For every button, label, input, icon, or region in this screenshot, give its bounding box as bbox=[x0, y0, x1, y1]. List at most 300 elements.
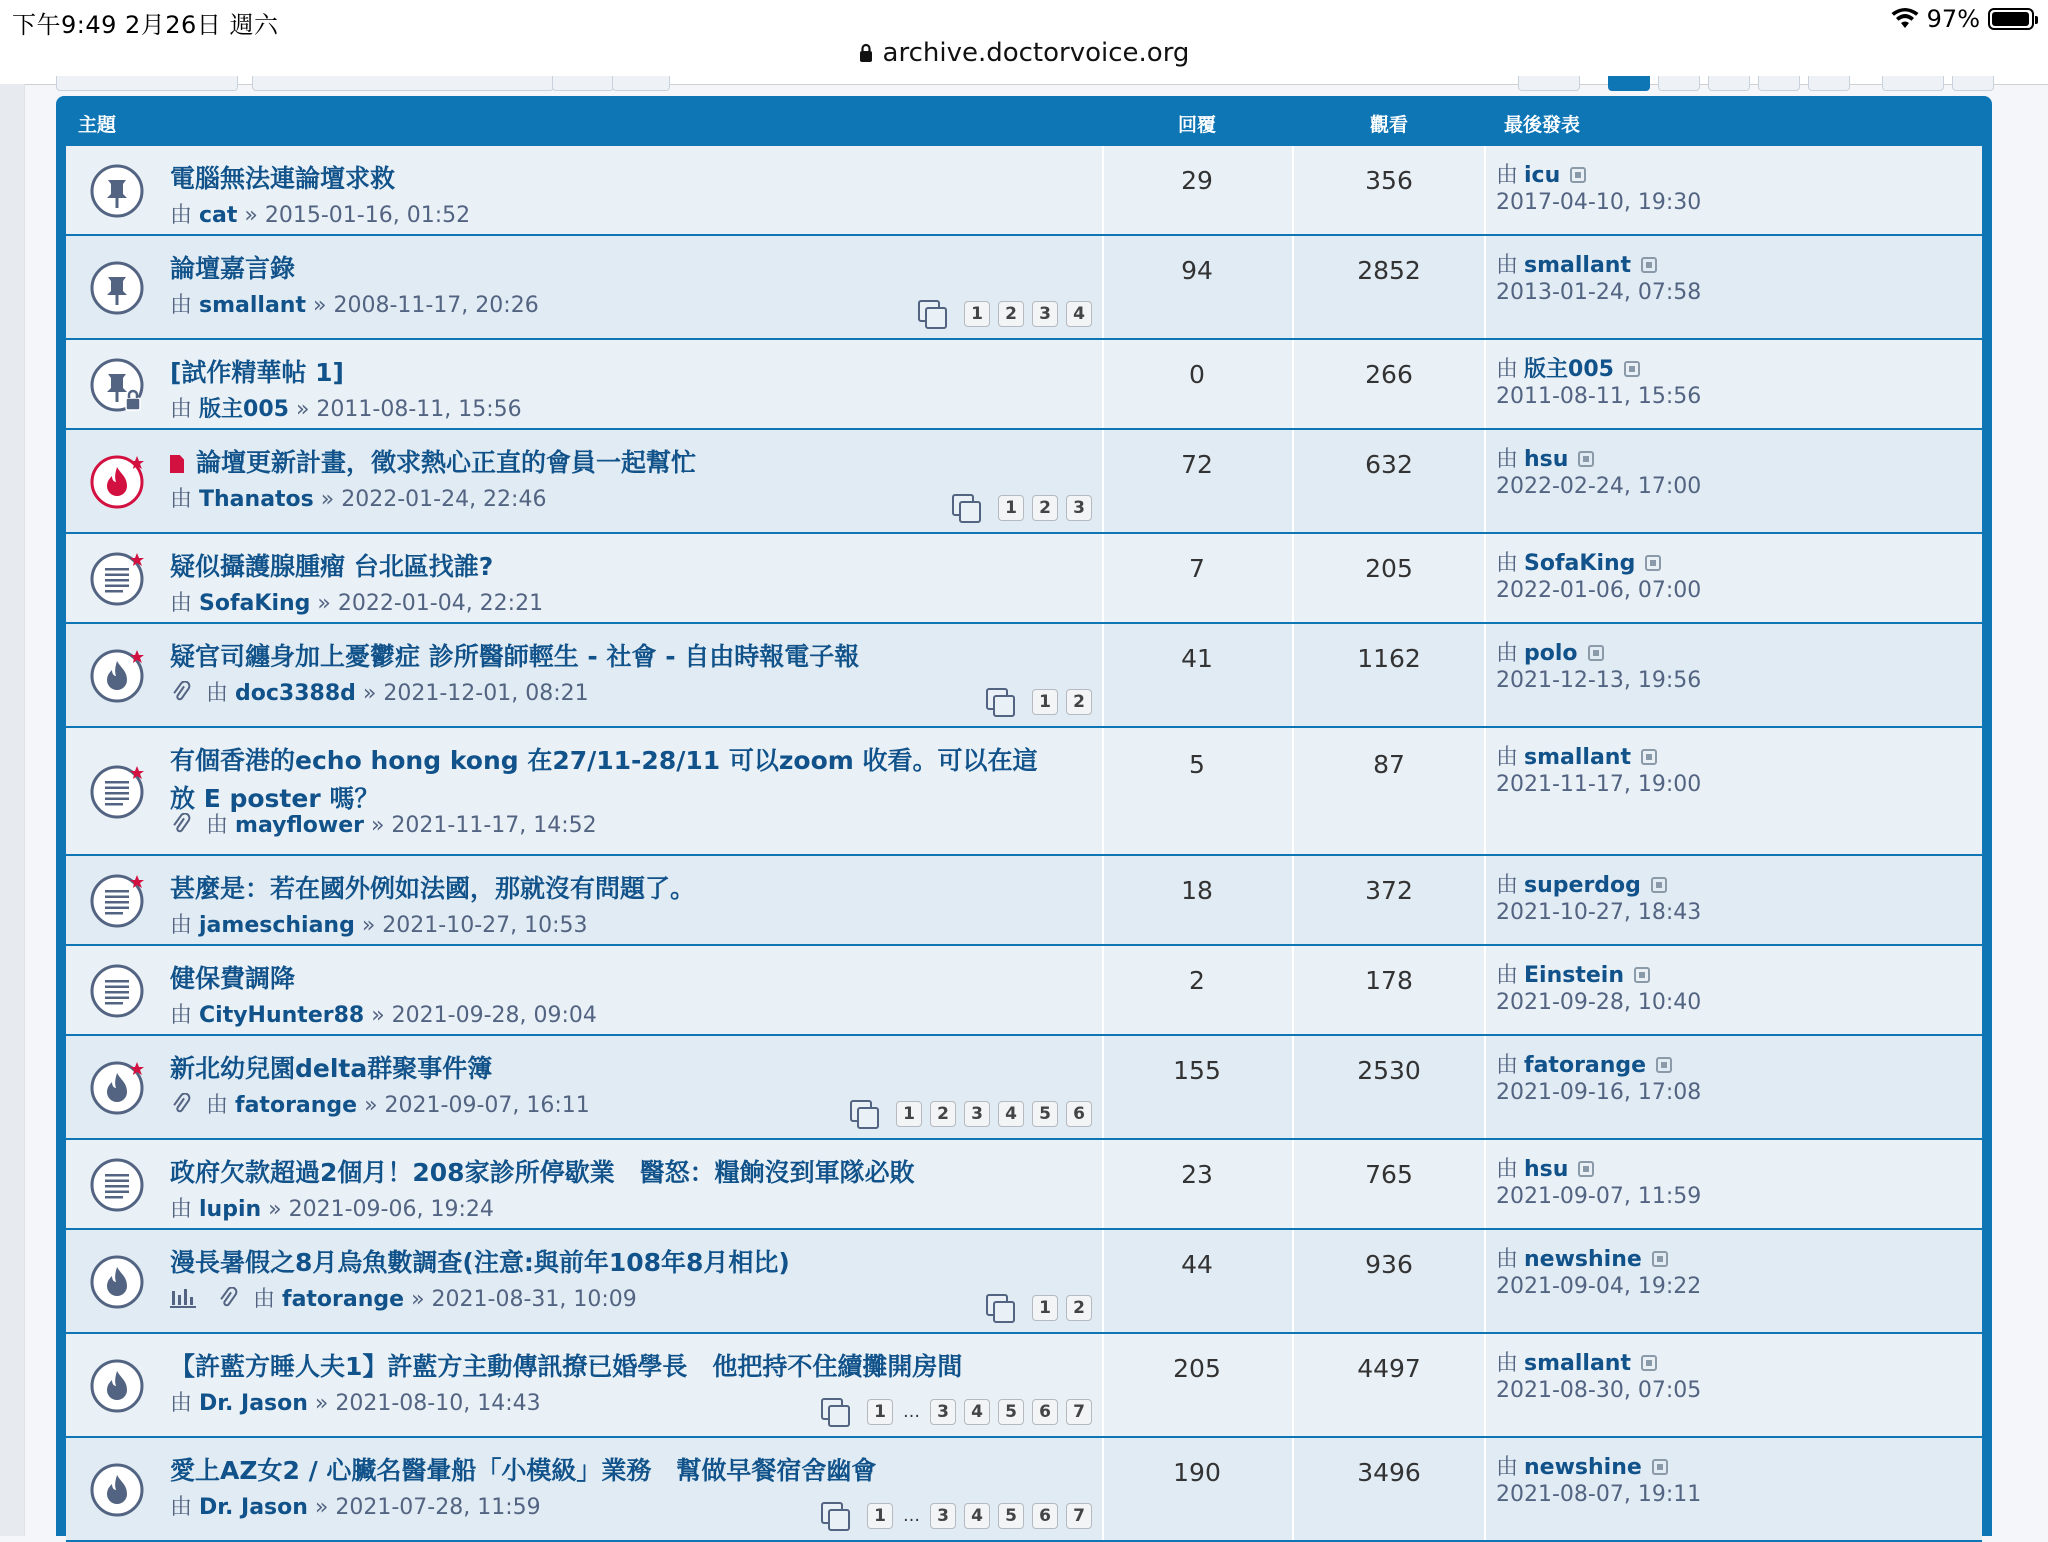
page-link[interactable]: 3 bbox=[1032, 301, 1058, 327]
search-button-edge[interactable] bbox=[552, 76, 614, 91]
last-post-user-link[interactable]: smallant bbox=[1524, 745, 1631, 770]
pagination-edge[interactable] bbox=[1658, 76, 1700, 91]
last-post-author bbox=[1496, 1152, 1594, 1183]
replies-count: 5 bbox=[1189, 750, 1205, 779]
page-link[interactable]: 6 bbox=[1032, 1503, 1058, 1529]
last-post-cell bbox=[1486, 146, 1982, 234]
hot-unread-red-icon bbox=[88, 453, 146, 511]
topic-title-link[interactable]: 新北幼兒園delta群聚事件簿 bbox=[170, 1054, 493, 1083]
replies-cell bbox=[1102, 534, 1294, 622]
topic-date: » 2008-11-17, 20:26 bbox=[313, 293, 539, 318]
by-label: 由 bbox=[1496, 1455, 1519, 1480]
status-time-date: 下午9:49 2月26日 週六 bbox=[12, 11, 279, 39]
topic-title-link[interactable]: [試作精華帖 1] bbox=[170, 358, 344, 387]
last-post-author bbox=[1496, 1450, 1668, 1481]
views-count: 936 bbox=[1365, 1250, 1413, 1279]
goto-last-post-icon[interactable] bbox=[1588, 645, 1604, 661]
topic-author-link[interactable]: Dr. Jason bbox=[199, 1495, 308, 1520]
by-label: 由 bbox=[1496, 963, 1519, 988]
page-link[interactable]: 6 bbox=[1032, 1399, 1058, 1425]
topic-cell bbox=[66, 340, 1104, 428]
topic-row[interactable] bbox=[66, 1438, 1982, 1542]
replies-count: 0 bbox=[1189, 360, 1205, 389]
last-post-date: 2022-01-06, 07:00 bbox=[1496, 578, 1702, 603]
topic-row[interactable] bbox=[66, 1036, 1982, 1140]
replies-cell bbox=[1102, 1140, 1294, 1228]
last-post-date: 2021-08-07, 19:11 bbox=[1496, 1482, 1702, 1507]
topic-title-link[interactable]: 愛上AZ女2 / 心臟名醫暈船「小模級」業務 幫做早餐宿舍幽會 bbox=[170, 1456, 877, 1485]
topic-author-link[interactable]: 版主005 bbox=[199, 397, 289, 422]
last-post-date: 2021-08-30, 07:05 bbox=[1496, 1378, 1702, 1403]
topic-read-icon bbox=[88, 1156, 146, 1214]
views-cell bbox=[1294, 728, 1486, 854]
topic-row[interactable] bbox=[66, 728, 1982, 856]
last-post-author bbox=[1496, 740, 1657, 771]
replies-cell bbox=[1102, 624, 1294, 726]
status-indicators bbox=[1891, 5, 2034, 33]
pagination-ellipsis: … bbox=[903, 1506, 920, 1526]
last-post-user-link[interactable]: smallant bbox=[1524, 253, 1631, 278]
hot-read-icon bbox=[88, 1461, 146, 1519]
last-post-user-link[interactable]: hsu bbox=[1524, 447, 1569, 472]
topic-title-wrap bbox=[170, 870, 1052, 908]
by-label: 由 bbox=[170, 293, 193, 318]
views-cell bbox=[1294, 534, 1486, 622]
topic-author-link[interactable]: fatorange bbox=[235, 1093, 358, 1118]
page-link[interactable]: 7 bbox=[1066, 1503, 1092, 1529]
topic-date: » 2021-08-31, 10:09 bbox=[411, 1287, 637, 1312]
topic-meta bbox=[170, 482, 546, 513]
page-link[interactable]: 3 bbox=[1066, 495, 1092, 521]
pages-icon bbox=[821, 1398, 849, 1426]
goto-last-post-icon[interactable] bbox=[1578, 1161, 1594, 1177]
by-label: 由 bbox=[170, 1495, 193, 1520]
hot-unread-icon bbox=[88, 647, 146, 705]
replies-count: 29 bbox=[1181, 166, 1213, 195]
topic-cell bbox=[66, 1140, 1104, 1228]
replies-count: 155 bbox=[1173, 1056, 1221, 1085]
sticky-icon bbox=[88, 259, 146, 317]
views-cell bbox=[1294, 236, 1486, 338]
topic-author-link[interactable]: cat bbox=[199, 203, 238, 228]
hot-unread-icon bbox=[88, 1059, 146, 1117]
pagination-ellipsis: … bbox=[903, 1402, 920, 1422]
views-cell bbox=[1294, 340, 1486, 428]
by-label: 由 bbox=[170, 203, 193, 228]
topic-date: » 2015-01-16, 01:52 bbox=[244, 203, 471, 228]
views-cell bbox=[1294, 1140, 1486, 1228]
topic-row[interactable] bbox=[66, 856, 1982, 946]
last-post-author bbox=[1496, 352, 1640, 383]
topic-author-link[interactable]: CityHunter88 bbox=[199, 1003, 365, 1028]
by-label: 由 bbox=[1496, 641, 1519, 666]
replies-cell bbox=[1102, 946, 1294, 1034]
topic-date: » 2021-09-07, 16:11 bbox=[364, 1093, 590, 1118]
last-post-user-link[interactable]: hsu bbox=[1524, 1157, 1569, 1182]
views-cell bbox=[1294, 946, 1486, 1034]
topic-title-link[interactable]: 電腦無法連論壇求救 bbox=[170, 164, 396, 193]
topic-date: » 2021-08-10, 14:43 bbox=[314, 1391, 541, 1416]
topic-meta bbox=[170, 1088, 590, 1119]
replies-count: 41 bbox=[1181, 644, 1213, 673]
replies-cell bbox=[1102, 146, 1294, 234]
topic-cell bbox=[66, 146, 1104, 234]
topic-row[interactable] bbox=[66, 1140, 1982, 1230]
views-cell bbox=[1294, 430, 1486, 532]
topic-cell bbox=[66, 236, 1104, 338]
header-views: 觀看 bbox=[1370, 114, 1409, 136]
last-post-user-link[interactable]: SofaKing bbox=[1524, 551, 1636, 576]
last-post-user-link[interactable]: superdog bbox=[1524, 873, 1641, 898]
topic-author-link[interactable]: jameschiang bbox=[199, 913, 355, 938]
topic-row[interactable] bbox=[66, 430, 1982, 534]
by-label: 由 bbox=[1496, 1053, 1519, 1078]
replies-count: 190 bbox=[1173, 1458, 1221, 1487]
pagination-edge[interactable] bbox=[1882, 76, 1944, 91]
topic-author-link[interactable]: doc3388d bbox=[235, 681, 356, 706]
goto-last-post-icon[interactable] bbox=[1645, 555, 1661, 571]
last-post-user-link[interactable]: fatorange bbox=[1524, 1053, 1647, 1078]
last-post-cell bbox=[1486, 340, 1982, 428]
topic-row[interactable] bbox=[66, 1230, 1982, 1334]
topic-author-link[interactable]: mayflower bbox=[235, 813, 364, 838]
page-side-edge bbox=[0, 84, 25, 1536]
topic-title-link[interactable]: 論壇更新計畫，徵求熱心正直的會員一起幫忙 bbox=[196, 448, 697, 477]
by-label: 由 bbox=[170, 1197, 193, 1222]
last-post-cell bbox=[1486, 1140, 1982, 1228]
hot-read-icon bbox=[88, 1253, 146, 1311]
topic-meta bbox=[170, 676, 589, 707]
topic-title-link[interactable]: 甚麼是：若在國外例如法國，那就沒有問題了。 bbox=[170, 874, 696, 903]
topic-title-wrap bbox=[170, 444, 1052, 482]
by-label: 由 bbox=[1496, 357, 1519, 382]
topic-row[interactable] bbox=[66, 534, 1982, 624]
views-count: 765 bbox=[1365, 1160, 1413, 1189]
views-count: 1162 bbox=[1357, 644, 1421, 673]
last-post-author bbox=[1496, 1346, 1657, 1377]
goto-last-post-icon[interactable] bbox=[1656, 1057, 1672, 1073]
topic-title-link[interactable]: 健保費調降 bbox=[170, 964, 296, 993]
topic-cell bbox=[66, 624, 1104, 726]
topic-date: » 2021-07-28, 11:59 bbox=[314, 1495, 541, 1520]
by-label: 由 bbox=[252, 1287, 275, 1312]
last-post-cell bbox=[1486, 946, 1982, 1034]
page-link[interactable]: 5 bbox=[998, 1503, 1024, 1529]
last-post-author bbox=[1496, 442, 1594, 473]
topic-meta bbox=[170, 1282, 637, 1313]
search-adv-button-edge[interactable] bbox=[612, 76, 670, 91]
last-post-cell bbox=[1486, 1438, 1982, 1540]
last-post-cell bbox=[1486, 1036, 1982, 1138]
topic-title-wrap bbox=[170, 960, 1052, 998]
topic-author-link[interactable]: SofaKing bbox=[199, 591, 311, 616]
topic-author-link[interactable]: smallant bbox=[199, 293, 306, 318]
page-link[interactable]: 3 bbox=[930, 1399, 956, 1425]
topic-title-link[interactable]: 【許藍方睡人夫1】許藍方主動傳訊撩已婚學長 他把持不住續攤開房間 bbox=[170, 1352, 963, 1381]
topic-title-link[interactable]: 政府欠款超過2個月！208家診所停歇業 醫怒：糧餉沒到軍隊必敗 bbox=[170, 1158, 915, 1187]
views-cell bbox=[1294, 1036, 1486, 1138]
views-count: 4497 bbox=[1357, 1354, 1421, 1383]
pages-icon bbox=[850, 1100, 878, 1128]
topic-title-wrap bbox=[170, 1154, 1052, 1192]
replies-count: 2 bbox=[1189, 966, 1205, 995]
topic-title-wrap bbox=[170, 742, 1052, 818]
page-link[interactable]: 5 bbox=[998, 1399, 1024, 1425]
last-post-author bbox=[1496, 1242, 1668, 1273]
topic-unread-icon bbox=[88, 872, 146, 930]
last-post-date: 2021-12-13, 19:56 bbox=[1496, 668, 1702, 693]
last-post-user-link[interactable]: icu bbox=[1524, 163, 1561, 188]
page-link[interactable]: 3 bbox=[930, 1503, 956, 1529]
page-link[interactable]: 1 bbox=[1032, 689, 1058, 715]
topic-meta bbox=[170, 198, 470, 229]
last-post-date: 2021-09-28, 10:40 bbox=[1496, 990, 1702, 1015]
topic-cell bbox=[66, 430, 1104, 532]
replies-cell bbox=[1102, 728, 1294, 854]
topic-pagination bbox=[986, 1294, 1092, 1322]
topic-date: » 2021-11-17, 14:52 bbox=[370, 813, 597, 838]
battery-icon bbox=[1988, 8, 2034, 30]
page-link[interactable]: 2 bbox=[930, 1101, 956, 1127]
topic-cell bbox=[66, 1036, 1104, 1138]
topic-author-link[interactable]: Thanatos bbox=[199, 487, 314, 512]
goto-last-post-icon[interactable] bbox=[1641, 749, 1657, 765]
by-label: 由 bbox=[1496, 447, 1519, 472]
replies-cell bbox=[1102, 1334, 1294, 1436]
by-label: 由 bbox=[1496, 163, 1519, 188]
goto-last-post-icon[interactable] bbox=[1634, 967, 1650, 983]
last-post-author bbox=[1496, 1048, 1672, 1079]
topic-date: » 2021-09-06, 19:24 bbox=[268, 1197, 494, 1222]
views-count: 87 bbox=[1373, 750, 1405, 779]
page-link[interactable]: 2 bbox=[1066, 689, 1092, 715]
page-link[interactable]: 1 bbox=[896, 1101, 922, 1127]
page-link[interactable]: 2 bbox=[1032, 495, 1058, 521]
topic-pagination bbox=[850, 1100, 1092, 1128]
topic-title-link[interactable]: 論壇嘉言錄 bbox=[170, 254, 296, 283]
pages-icon bbox=[952, 494, 980, 522]
pages-icon bbox=[918, 300, 946, 328]
hot-read-icon bbox=[88, 1357, 146, 1415]
topic-title-link[interactable]: 疑似攝護腺腫瘤 台北區找誰? bbox=[170, 552, 494, 581]
sticky-icon bbox=[88, 162, 146, 220]
topic-date: » 2022-01-24, 22:46 bbox=[320, 487, 547, 512]
views-cell bbox=[1294, 856, 1486, 944]
topic-pagination bbox=[821, 1398, 1092, 1426]
views-count: 178 bbox=[1365, 966, 1413, 995]
last-post-user-link[interactable]: 版主005 bbox=[1524, 357, 1614, 382]
last-post-user-link[interactable]: newshine bbox=[1524, 1247, 1642, 1272]
page-link[interactable]: 4 bbox=[998, 1101, 1024, 1127]
topic-title-wrap bbox=[170, 1452, 1052, 1490]
pages-icon bbox=[821, 1502, 849, 1530]
last-post-date: 2021-09-04, 19:22 bbox=[1496, 1274, 1702, 1299]
topic-read-icon bbox=[88, 962, 146, 1020]
action-bar-button[interactable] bbox=[56, 76, 238, 91]
pagination-edge[interactable] bbox=[1952, 76, 1994, 91]
by-label: 由 bbox=[1496, 1351, 1519, 1376]
topic-meta bbox=[170, 1386, 541, 1417]
replies-count: 44 bbox=[1181, 1250, 1213, 1279]
views-count: 372 bbox=[1365, 876, 1413, 905]
last-post-author bbox=[1496, 958, 1650, 989]
url-text: archive.doctorvoice.org bbox=[882, 38, 1190, 68]
views-count: 356 bbox=[1365, 166, 1413, 195]
topic-cell bbox=[66, 946, 1104, 1034]
topic-pagination bbox=[952, 494, 1092, 522]
last-post-user-link[interactable]: polo bbox=[1524, 641, 1578, 666]
goto-last-post-icon[interactable] bbox=[1652, 1251, 1668, 1267]
last-post-cell bbox=[1486, 624, 1982, 726]
last-post-cell bbox=[1486, 534, 1982, 622]
pagination-edge[interactable] bbox=[1758, 76, 1800, 91]
page-link[interactable]: 4 bbox=[964, 1503, 990, 1529]
attachment-icon bbox=[170, 1093, 192, 1118]
goto-last-post-icon[interactable] bbox=[1651, 877, 1667, 893]
topic-date: » 2021-12-01, 08:21 bbox=[362, 681, 589, 706]
views-cell bbox=[1294, 1230, 1486, 1332]
topic-author-link[interactable]: Dr. Jason bbox=[199, 1391, 308, 1416]
topic-author-link[interactable]: lupin bbox=[199, 1197, 262, 1222]
page-link[interactable]: 1 bbox=[867, 1503, 893, 1529]
last-post-cell bbox=[1486, 236, 1982, 338]
last-post-user-link[interactable]: newshine bbox=[1524, 1455, 1642, 1480]
topic-title-link[interactable]: 漫長暑假之8月烏魚數調查(注意:與前年108年8月相比) bbox=[170, 1248, 790, 1277]
views-cell bbox=[1294, 146, 1486, 234]
replies-count: 18 bbox=[1181, 876, 1213, 905]
topic-date: » 2021-10-27, 10:53 bbox=[361, 913, 588, 938]
page-link[interactable]: 6 bbox=[1066, 1101, 1092, 1127]
topic-title-wrap bbox=[170, 1348, 1052, 1386]
topic-date: » 2011-08-11, 15:56 bbox=[295, 397, 522, 422]
page-link[interactable]: 2 bbox=[1066, 1295, 1092, 1321]
topic-pagination bbox=[918, 300, 1092, 328]
topic-row[interactable] bbox=[66, 946, 1982, 1036]
topic-row[interactable] bbox=[66, 146, 1982, 236]
search-box-edge[interactable] bbox=[252, 76, 554, 91]
sticky-locked-icon bbox=[88, 356, 146, 414]
topic-cell bbox=[66, 728, 1104, 854]
goto-last-post-icon[interactable] bbox=[1570, 167, 1586, 183]
views-cell bbox=[1294, 1334, 1486, 1436]
header-replies: 回覆 bbox=[1178, 114, 1217, 136]
by-label: 由 bbox=[1496, 873, 1519, 898]
goto-last-post-icon[interactable] bbox=[1641, 257, 1657, 273]
battery-percent: 97% bbox=[1926, 5, 1980, 33]
topic-list bbox=[56, 96, 1992, 1536]
pagination-current-edge[interactable] bbox=[1608, 76, 1650, 91]
page-link[interactable]: 4 bbox=[1066, 301, 1092, 327]
replies-cell bbox=[1102, 856, 1294, 944]
topic-list-header bbox=[66, 96, 1982, 146]
topic-row[interactable] bbox=[66, 1334, 1982, 1438]
last-post-cell bbox=[1486, 1230, 1982, 1332]
last-post-author bbox=[1496, 546, 1661, 577]
topic-title-link[interactable]: 有個香港的echo hong kong 在27/11-28/11 可以zoom 收看。可以在這放 E poster 嗎？ bbox=[170, 746, 1038, 813]
replies-count: 23 bbox=[1181, 1160, 1213, 1189]
topic-meta bbox=[170, 808, 597, 839]
topic-title-wrap bbox=[170, 638, 1052, 676]
by-label: 由 bbox=[170, 487, 193, 512]
last-post-user-link[interactable]: smallant bbox=[1524, 1351, 1631, 1376]
page-link[interactable]: 1 bbox=[1032, 1295, 1058, 1321]
header-topic: 主題 bbox=[78, 114, 117, 136]
page-link[interactable]: 1 bbox=[964, 301, 990, 327]
pagination-edge[interactable] bbox=[1518, 76, 1580, 91]
last-post-cell bbox=[1486, 856, 1982, 944]
by-label: 由 bbox=[1496, 1157, 1519, 1182]
topic-row[interactable] bbox=[66, 340, 1982, 430]
last-post-cell bbox=[1486, 430, 1982, 532]
topic-row[interactable] bbox=[66, 236, 1982, 340]
by-label: 由 bbox=[206, 1093, 229, 1118]
topic-title-wrap bbox=[170, 250, 1052, 288]
topic-title-link[interactable]: 疑官司纏身加上憂鬱症 診所醫師輕生 - 社會 - 自由時報電子報 bbox=[170, 642, 860, 671]
page-link[interactable]: 7 bbox=[1066, 1399, 1092, 1425]
views-count: 2852 bbox=[1357, 256, 1421, 285]
topic-author-link[interactable]: fatorange bbox=[282, 1287, 405, 1312]
topic-pagination bbox=[986, 688, 1092, 716]
page-link[interactable]: 5 bbox=[1032, 1101, 1058, 1127]
replies-cell bbox=[1102, 1036, 1294, 1138]
topic-meta bbox=[170, 586, 543, 617]
views-count: 632 bbox=[1365, 450, 1413, 479]
topic-cell bbox=[66, 1334, 1104, 1436]
last-post-date: 2013-01-24, 07:58 bbox=[1496, 280, 1702, 305]
by-label: 由 bbox=[170, 1003, 193, 1028]
goto-last-post-icon[interactable] bbox=[1652, 1459, 1668, 1475]
topic-meta bbox=[170, 288, 539, 319]
topic-meta bbox=[170, 1490, 541, 1521]
topic-row[interactable] bbox=[66, 624, 1982, 728]
last-post-date: 2017-04-10, 19:30 bbox=[1496, 190, 1702, 215]
pagination-edge[interactable] bbox=[1708, 76, 1750, 91]
replies-count: 94 bbox=[1181, 256, 1213, 285]
topic-rows bbox=[66, 146, 1982, 1542]
page-link[interactable]: 1 bbox=[998, 495, 1024, 521]
goto-last-post-icon[interactable] bbox=[1641, 1355, 1657, 1371]
topic-title-wrap bbox=[170, 354, 1052, 392]
goto-last-post-icon[interactable] bbox=[1578, 451, 1594, 467]
page-link[interactable]: 4 bbox=[964, 1399, 990, 1425]
views-cell bbox=[1294, 624, 1486, 726]
topic-meta bbox=[170, 1192, 494, 1223]
last-post-user-link[interactable]: Einstein bbox=[1524, 963, 1624, 988]
last-post-date: 2021-11-17, 19:00 bbox=[1496, 772, 1702, 797]
last-post-date: 2021-09-07, 11:59 bbox=[1496, 1184, 1702, 1209]
wifi-icon bbox=[1891, 8, 1919, 30]
page-link[interactable]: 3 bbox=[964, 1101, 990, 1127]
topic-title-wrap bbox=[170, 1050, 1052, 1088]
replies-count: 7 bbox=[1189, 554, 1205, 583]
replies-cell bbox=[1102, 340, 1294, 428]
by-label: 由 bbox=[1496, 551, 1519, 576]
last-post-cell bbox=[1486, 1334, 1982, 1436]
poll-icon bbox=[170, 1287, 196, 1312]
pagination-edge[interactable] bbox=[1808, 76, 1850, 91]
last-post-cell bbox=[1486, 728, 1982, 854]
address-bar[interactable] bbox=[0, 38, 2048, 70]
goto-last-post-icon[interactable] bbox=[1624, 361, 1640, 377]
page-link[interactable]: 1 bbox=[867, 1399, 893, 1425]
page-link[interactable]: 2 bbox=[998, 301, 1024, 327]
last-post-author bbox=[1496, 158, 1586, 189]
replies-count: 72 bbox=[1181, 450, 1213, 479]
topic-cell bbox=[66, 534, 1104, 622]
by-label: 由 bbox=[170, 1391, 193, 1416]
topic-meta bbox=[170, 998, 597, 1029]
topic-cell bbox=[66, 856, 1104, 944]
